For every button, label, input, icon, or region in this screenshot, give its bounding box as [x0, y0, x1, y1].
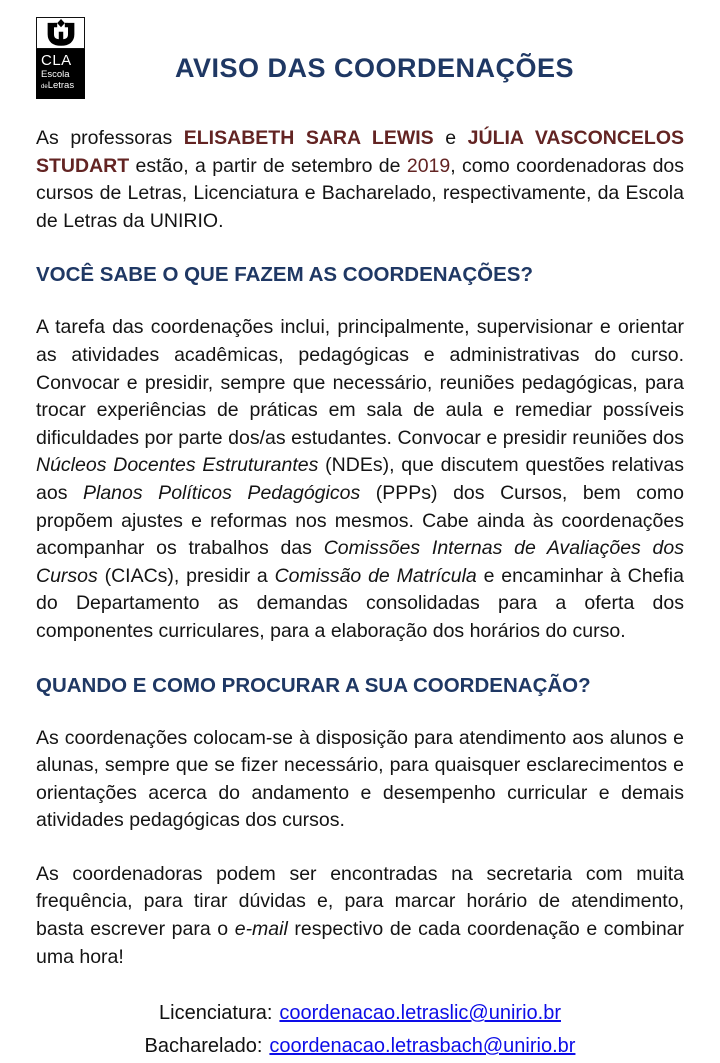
licenciatura-contact-line: [36, 997, 684, 1030]
text-run: (NDEs), que discutem questões relativas aos: [36, 454, 684, 504]
section2-paragraph-2: [36, 861, 684, 971]
logo-school-line2: [41, 80, 84, 93]
text-run-italic: e-mail: [234, 918, 288, 941]
bacharelado-email-link[interactable]: coordenacao.letrasbach@unirio.br: [269, 1035, 576, 1058]
page-title: AVISO DAS COORDENAÇÕES: [174, 53, 575, 83]
logo-letras-text: Letras: [47, 80, 75, 91]
text-run: A tarefa das coordenações inclui, principalmente, supervisionar e orientar as atividades acadêmicas, pedagógicas e administrativas do curso. Convocar e presidir, sempre que necessário, reuniões pedagógicas, para trocar experiências de práticas em sala de aula e remediar possíveis dificuldades por parte dos/as estudantes. Convocar e presidir reuniões dos: [36, 316, 684, 449]
logo-de-text: de: [41, 84, 48, 90]
title-wrap: [85, 17, 684, 84]
logo-acronym: CLA: [41, 52, 72, 69]
text-run: As professoras: [36, 127, 184, 149]
text-run-italic: Comissão de Matrícula: [274, 564, 477, 587]
text-run-maroon: 2019: [406, 154, 451, 177]
text-run: , como coordenadoras dos cursos de Letras, Licenciatura e Bacharelado, respectivamente, da Escola de Letras da UNIRIO.: [36, 154, 685, 232]
section1-paragraph: [36, 314, 684, 645]
text-run: As coordenações colocam-se à disposição para atendimento aos alunos e alunas, sempre que se fizer necessário, para quaisquer esclarecimentos e orientações acerca do andamento e desempenho curricular e demais atividades pedagógicas dos cursos.: [36, 726, 684, 832]
logo-school-line1: Escola: [41, 69, 70, 80]
cla-logo: [36, 17, 85, 99]
section2-paragraph-1: [36, 725, 684, 835]
bacharelado-label: Bacharelado:: [144, 1035, 263, 1058]
text-run: estão, a partir de setembro de: [129, 154, 407, 177]
section1-heading: VOCÊ SABE O QUE FAZEM AS COORDENAÇÕES?: [36, 263, 533, 287]
text-run-italic: Comissões Internas de Avaliações dos Cursos: [36, 537, 684, 587]
intro-paragraph: [36, 125, 684, 235]
contact-block: [36, 997, 684, 1063]
text-run-bold-maroon: JÚLIA VASCONCELOS STUDART: [36, 127, 685, 177]
section2-heading: QUANDO E COMO PROCURAR A SUA COORDENAÇÃO?: [36, 673, 591, 697]
text-run: e: [433, 127, 468, 149]
unirio-trident-icon: [36, 17, 85, 49]
text-run: (CIACs), presidir a: [97, 564, 275, 587]
text-run-italic: Núcleos Docentes Estruturantes: [36, 454, 319, 477]
text-run-bold-maroon: ELISABETH SARA LEWIS: [183, 127, 434, 149]
header: [36, 17, 684, 99]
licenciatura-email-link[interactable]: coordenacao.letraslic@unirio.br: [279, 1002, 561, 1025]
text-run: As coordenadoras podem ser encontradas na secretaria com muita frequência, para tirar dúvidas e, para marcar horário de atendimento, basta escrever para o: [36, 862, 684, 941]
text-run: (PPPs) dos Cursos, bem como propõem ajustes e reformas nos mesmos. Cabe ainda às coordenações acompanhar os trabalhos das: [36, 481, 684, 560]
bacharelado-contact-line: [36, 1030, 684, 1063]
text-run-italic: Planos Políticos Pedagógicos: [83, 481, 361, 504]
text-run: respectivo de cada coordenação e combinar uma hora!: [36, 918, 684, 968]
licenciatura-label: Licenciatura:: [159, 1002, 273, 1025]
text-run: e encaminhar à Chefia do Departamento as demandas consolidadas para a oferta dos componentes curriculares, para a elaboração dos horários do curso.: [36, 564, 684, 642]
logo-text: [36, 49, 85, 99]
